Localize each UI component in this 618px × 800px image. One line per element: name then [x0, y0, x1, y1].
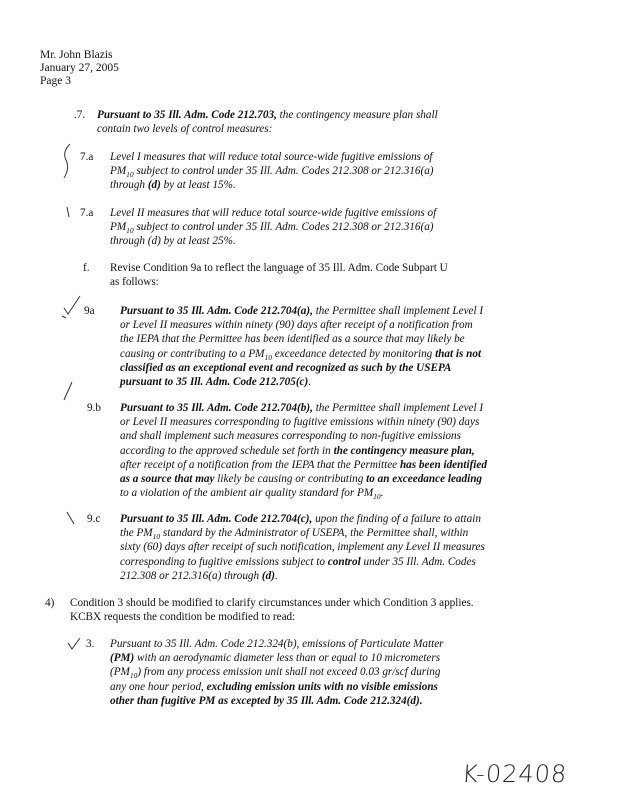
handwritten-check-mark	[60, 294, 84, 320]
text-run: (PM	[110, 666, 130, 679]
bold-run: has been identified	[399, 458, 487, 471]
text-run: through	[110, 179, 148, 192]
subscript-run: 10	[126, 226, 134, 236]
text-run: Revise Condition 9a to reflect the language of 35 Ill. Adm. Code Subpart U	[110, 262, 448, 274]
item-text-7a-level-2	[110, 206, 436, 249]
text-line	[120, 361, 483, 375]
text-line	[120, 569, 485, 583]
text-run: .	[274, 569, 278, 582]
text-run: Level II measures that will reduce total source-wide fugitive emissions of	[110, 207, 437, 219]
text-line	[120, 375, 483, 389]
text-run: .	[308, 376, 312, 389]
item-label-4: 4)	[45, 597, 55, 609]
bold-run: Pursuant to 35 Ill. Adm. Code 212.703,	[97, 109, 277, 121]
text-line	[110, 665, 444, 679]
text-run: or Level II measures corresponding to fugitive emissions within ninety (90) days	[120, 416, 480, 429]
page-number: Page 3	[40, 75, 71, 87]
text-run: as follows:	[110, 276, 159, 289]
document-stamp: K-02408	[461, 760, 569, 788]
bold-run: the contingency measure plan,	[333, 444, 475, 457]
text-run: .	[380, 487, 384, 500]
letter-date: January 27, 2005	[40, 62, 119, 74]
item-label-9c: 9.c	[87, 513, 101, 525]
text-run: subject to control under 35 Ill. Adm. Codes 212.308 or 212.316(a)	[133, 165, 434, 178]
bold-run: classified as an exceptional event and recognized as such by the USEPA	[120, 361, 452, 374]
text-run: Pursuant to 35 Ill. Adm. Code 212.324(b), emissions of Particulate Matter	[110, 638, 444, 650]
text-line	[110, 178, 434, 192]
bold-run: Pursuant to 35 Ill. Adm. Code 212.704(c),	[120, 513, 313, 525]
text-run: exceedance detected by monitoring	[272, 347, 436, 360]
bold-run: (d)	[261, 569, 275, 582]
text-line	[110, 651, 444, 665]
item-text-7	[97, 108, 438, 136]
text-line	[120, 347, 483, 361]
bold-run: Pursuant to 35 Ill. Adm. Code 212.704(a),	[120, 305, 313, 317]
item-label-7: .7.	[74, 109, 86, 121]
item-text-9a	[120, 304, 483, 389]
text-line	[120, 318, 483, 332]
text-run: the contingency measure plan shall	[276, 109, 438, 121]
subscript-run: 10	[129, 671, 138, 681]
text-line	[120, 526, 485, 540]
text-line	[97, 122, 438, 136]
text-run: the Permittee shall implement Level I	[312, 305, 484, 317]
handwritten-bracket-mark	[60, 142, 74, 182]
item-text-f	[110, 261, 448, 289]
text-run: 212.308 or 212.316(a) through	[120, 569, 262, 582]
text-run: to a violation of the ambient air quality standard for PM	[120, 487, 374, 500]
item-text-4	[70, 596, 474, 624]
item-label-f: f.	[83, 262, 90, 274]
text-line	[110, 261, 448, 275]
text-line	[70, 596, 474, 610]
bold-run: as a source that may	[120, 473, 215, 486]
bold-run: control	[327, 555, 361, 568]
text-run: under 35 Ill. Adm. Codes	[360, 555, 476, 568]
text-line	[120, 472, 487, 486]
text-line	[110, 164, 434, 178]
item-label-7a-level-1: 7.a	[80, 151, 94, 163]
text-line	[120, 540, 485, 554]
text-line	[120, 555, 485, 569]
text-run: KCBX requests the condition be modified to read:	[70, 611, 296, 624]
text-run: ) from any process emission unit shall not exceed 0.03 gr/scf during	[137, 666, 441, 679]
bold-run: to an exceedance leading	[366, 473, 483, 486]
bold-run: excluding emission units with no visible emissions	[206, 680, 438, 693]
text-line	[110, 680, 444, 694]
text-line	[120, 486, 487, 500]
text-line	[110, 206, 436, 220]
bold-run: that is not	[435, 347, 482, 360]
text-run: upon the finding of a failure to attain	[312, 513, 481, 525]
text-run: or Level II measures within ninety (90) days after receipt of a notification from	[120, 319, 473, 332]
text-run: the PM	[120, 527, 153, 540]
text-run: subject to control under 35 Ill. Adm. Codes 212.308 or 212.316(a)	[133, 221, 434, 234]
text-line	[120, 304, 483, 318]
text-run: any one hour period,	[110, 680, 207, 693]
text-run: likely be causing or contributing	[214, 473, 367, 486]
bold-run: Pursuant to 35 Ill. Adm. Code 212.704(b),	[120, 402, 313, 414]
text-line	[110, 234, 436, 248]
bold-run: other than fugitive PM as excepted by 35 Ill. Adm. Code 212.324(d).	[110, 694, 423, 707]
handwritten-slash-mark	[60, 380, 76, 402]
handwritten-tick-mark	[64, 205, 74, 219]
text-run: sixty (60) days after receipt of such notification, implement any Level II measures	[120, 541, 485, 554]
item-label-9b: 9.b	[87, 402, 101, 414]
text-line	[120, 512, 485, 526]
text-run: the IEPA that the Permittee has been identified as a source that may likely be	[120, 333, 465, 346]
item-text-3	[110, 637, 444, 708]
subscript-run: 10	[373, 492, 381, 502]
item-text-9c	[120, 512, 485, 583]
item-label-7a-level-2: 7.a	[80, 207, 94, 219]
text-run: the Permittee shall implement Level I	[312, 402, 484, 414]
text-run: standard by the Administrator of USEPA, the Permittee shall, within	[160, 527, 469, 540]
handwritten-check-mark	[66, 636, 82, 652]
text-line	[120, 429, 487, 443]
handwritten-slash-mark	[64, 510, 78, 528]
text-run: Level I measures that will reduce total source-wide fugitive emissions of	[110, 151, 433, 163]
text-run: PM	[110, 221, 127, 234]
item-text-7a-level-1	[110, 150, 434, 193]
text-run: PM	[110, 165, 127, 178]
text-run: and shall implement such measures corresponding to non-fugitive emissions	[120, 430, 461, 443]
text-run: causing or contributing to a PM	[120, 347, 265, 360]
bold-run: (d)	[147, 179, 161, 192]
text-run: corresponding to fugitive emissions subject to	[120, 555, 328, 568]
subscript-run: 10	[126, 170, 134, 180]
subscript-run: 10	[264, 352, 272, 362]
text-run: with an aerodynamic diameter less than or equal to 10 micrometers	[134, 652, 441, 665]
text-line	[120, 332, 483, 346]
subscript-run: 10	[152, 532, 161, 542]
text-line	[70, 610, 474, 624]
text-line	[120, 415, 487, 429]
text-line	[110, 150, 434, 164]
text-line	[120, 444, 487, 458]
text-run: after receipt of a notification from the IEPA that the Permittee	[120, 458, 400, 471]
text-line	[120, 401, 487, 415]
bold-run: pursuant to 35 Ill. Adm. Code 212.705(c)	[120, 376, 309, 389]
bold-run: (PM)	[110, 652, 135, 665]
item-text-9b	[120, 401, 487, 500]
text-line	[110, 637, 444, 651]
text-line	[110, 275, 448, 289]
text-line	[110, 694, 444, 708]
text-run: contain two levels of control measures:	[97, 123, 273, 136]
text-line	[97, 108, 438, 122]
text-line	[120, 458, 487, 472]
text-run: by at least 15%.	[160, 179, 236, 192]
text-run: according to the approved schedule set forth in	[120, 444, 334, 457]
recipient-name: Mr. John Blazis	[40, 49, 113, 61]
text-run: Condition 3 should be modified to clarify circumstances under which Condition 3 applies.	[70, 597, 474, 609]
text-run: through (d) by at least 25%.	[110, 235, 236, 248]
item-label-9a: 9a	[84, 305, 95, 317]
text-line	[110, 220, 436, 234]
item-label-3: 3.	[86, 638, 95, 650]
